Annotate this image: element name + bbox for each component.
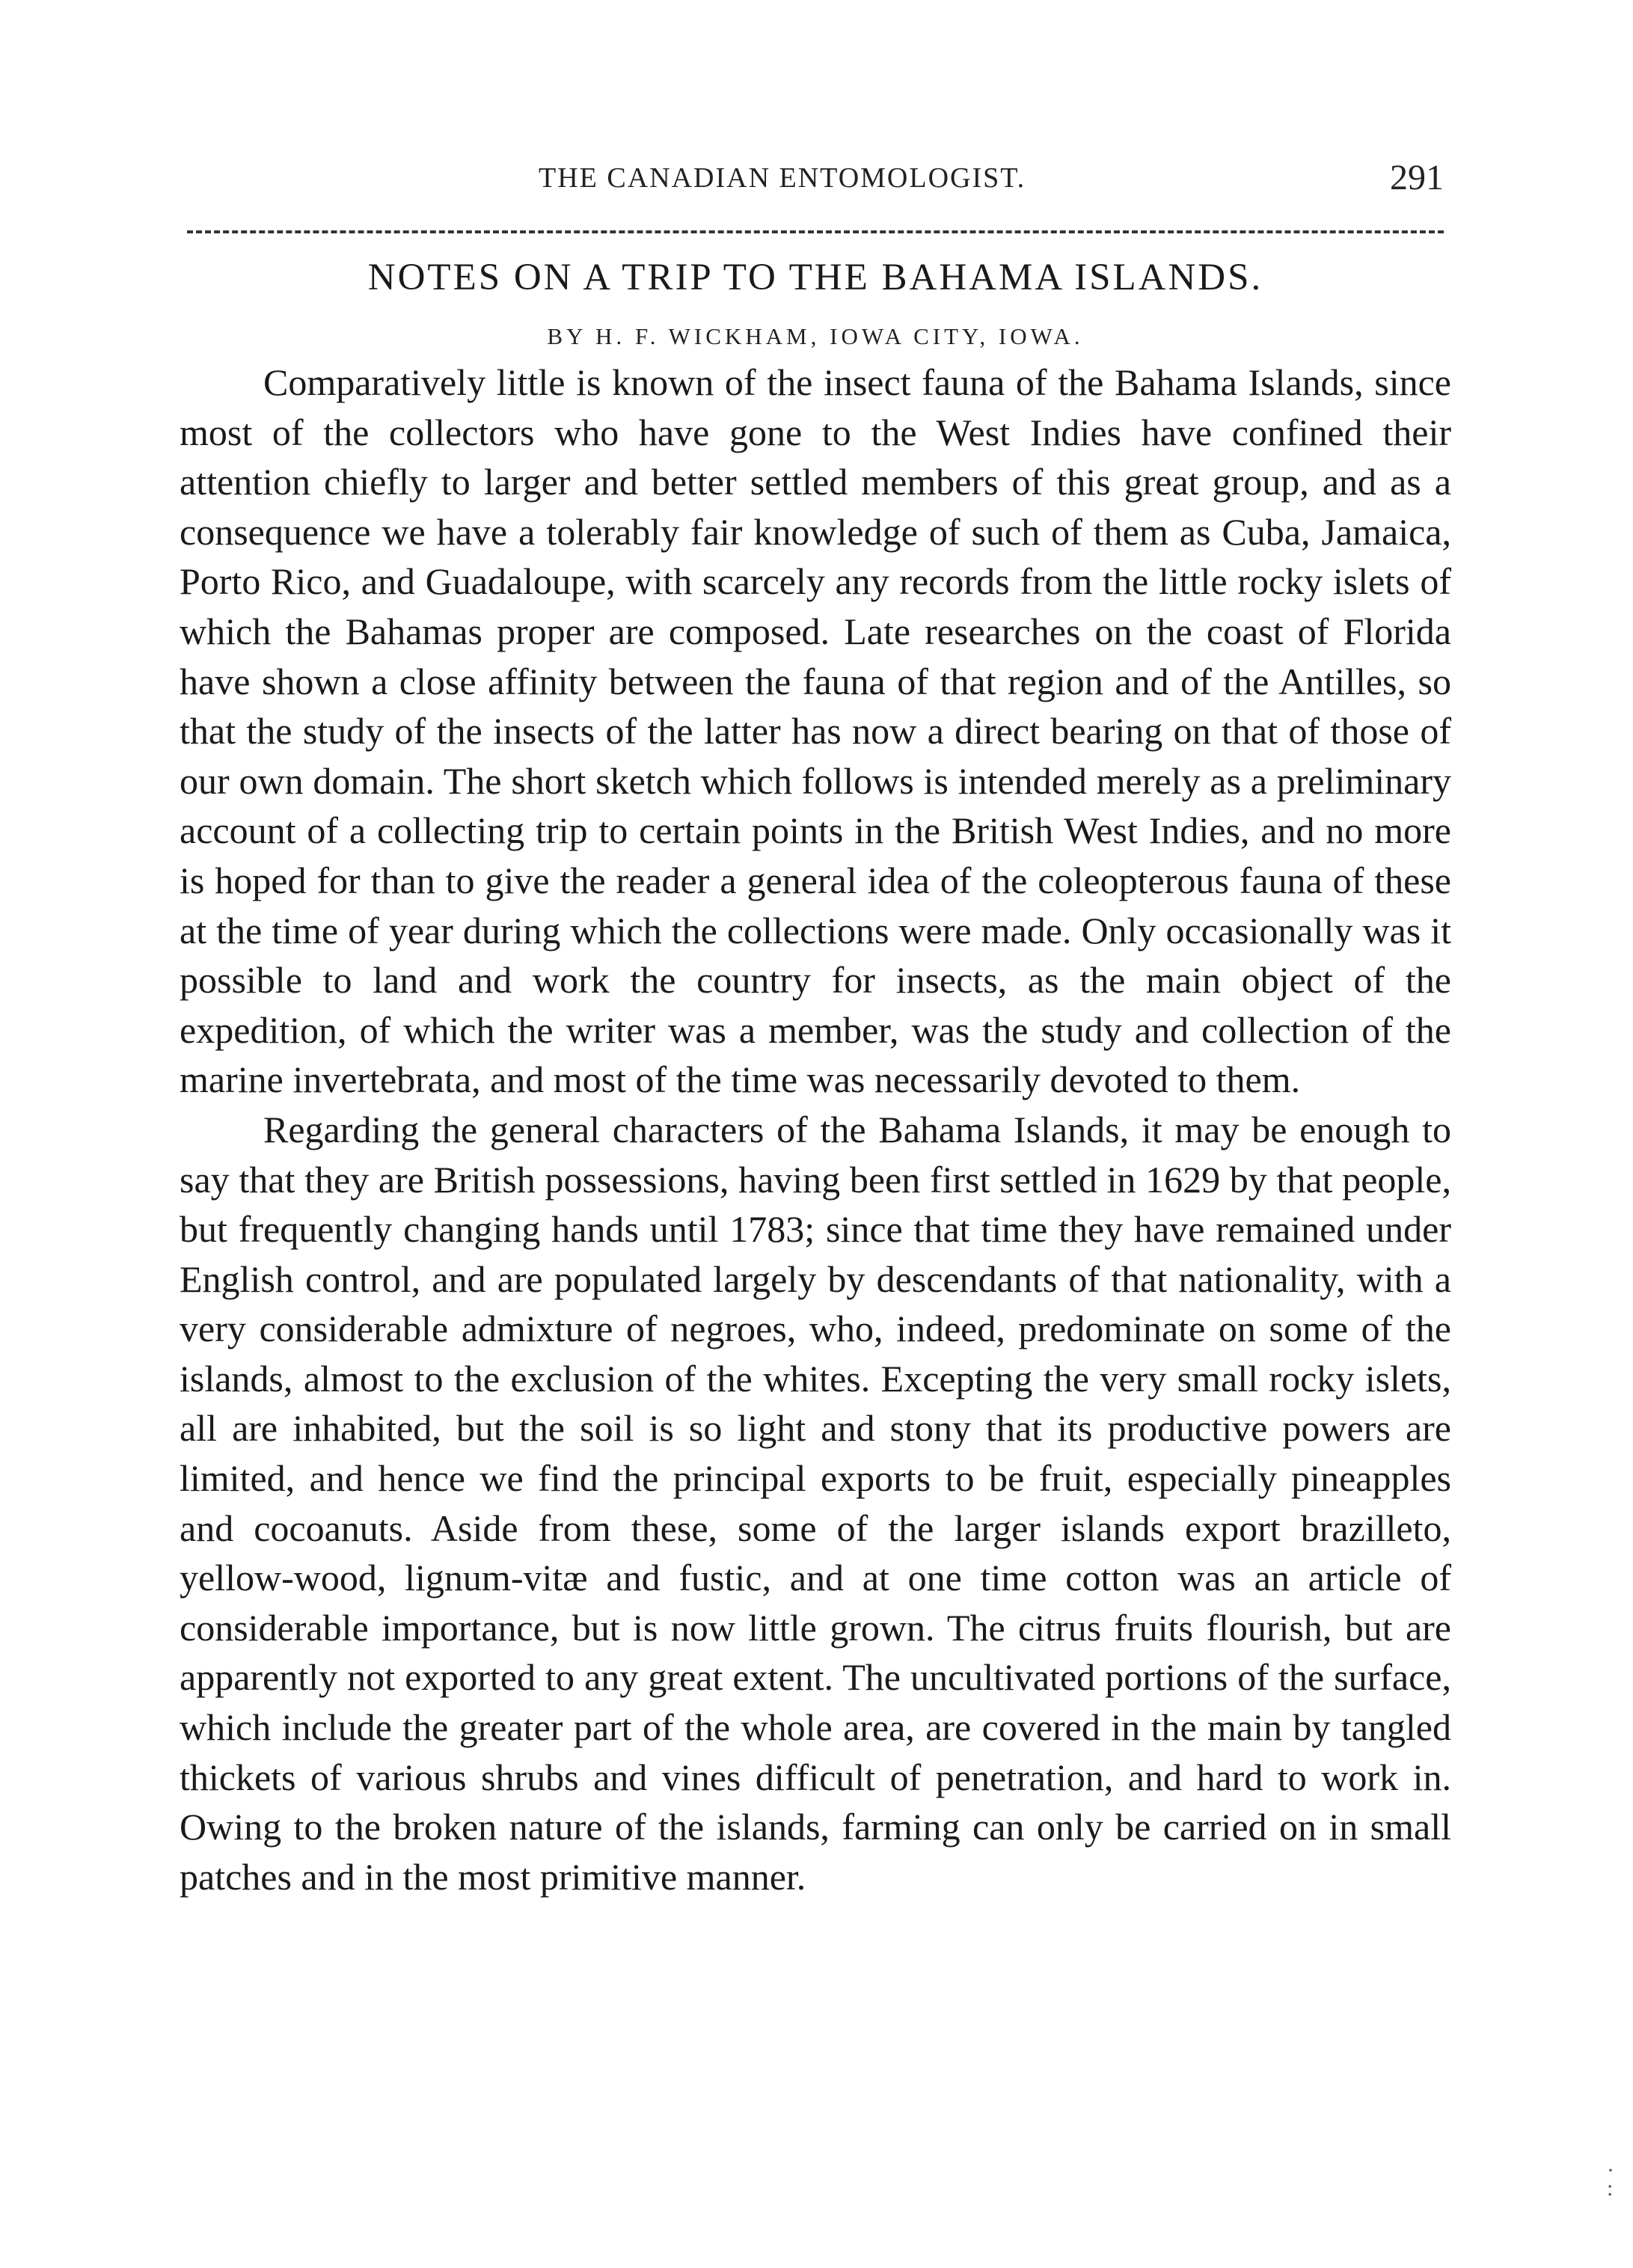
header-rule bbox=[187, 230, 1444, 233]
running-title: THE CANADIAN ENTOMOLOGIST. bbox=[539, 162, 1026, 194]
paragraph: Regarding the general characters of the Bahama Islands, it may be enough to say that they are British possessions, having been first settled in 1629 by that people, but frequently changing hands until 1783; since that time they have remained under English control, and are populated largely by descendants of that nationality, with a very considerable admixture of negroes, who, indeed, predominate on some of the islands, almost to the exclusion of the whites. Excepting the very small rocky islets, all are inhabited, but the soil is so light and stony that its productive powers are limited, and hence we find the principal exports to be fruit, especially pineapples and cocoanuts. Aside from these, some of the larger islands export brazilleto, yellow-wood, lignum-vitæ and fustic, and at one time cotton was an article of considerable importance, but is now little grown. The citrus fruits flourish, but are apparently not exported to any great extent. The uncultivated portions of the surface, which include the greater part of the whole area, are covered in the main by tangled thickets of various shrubs and vines difficult of penetration, and hard to work in. Owing to the broken nature of the islands, farming can only be carried on in small patches and in the most primitive manner. bbox=[180, 1108, 1451, 1898]
article-title: NOTES ON A TRIP TO THE BAHAMA ISLANDS. bbox=[367, 257, 1263, 298]
article-body bbox=[180, 358, 1451, 1901]
article-byline: BY H. F. WICKHAM, IOWA CITY, IOWA. bbox=[547, 323, 1084, 349]
margin-dots: · : bbox=[1607, 2158, 1614, 2201]
running-header bbox=[187, 158, 1444, 206]
page-number: 291 bbox=[1390, 158, 1444, 197]
paragraph: Comparatively little is known of the insect fauna of the Bahama Islands, since most of the collectors who have gone to the West Indies have confined their attention chiefly to larger and better settled members of this great group, and as a consequence we have a tolerably fair knowledge of such of them as Cuba, Jamaica, Porto Rico, and Guadaloupe, with scarcely any records from the little rocky islets of which the Bahamas proper are composed. Late researches on the coast of Florida have shown a close affinity between the fauna of that region and of the Antilles, so that the study of the insects of the latter has now a direct bearing on that of those of our own domain. The short sketch which follows is intended merely as a preliminary account of a collecting trip to certain points in the British West Indies, and no more is hoped for than to give the reader a general idea of the coleopterous fauna of these at the time of year during which the collections were made. Only occasionally was it possible to land and work the country for insects, as the main object of the expedition, of which the writer was a member, was the study and collection of the marine invertebrata, and most of the time was necessarily devoted to them. bbox=[180, 361, 1451, 1101]
